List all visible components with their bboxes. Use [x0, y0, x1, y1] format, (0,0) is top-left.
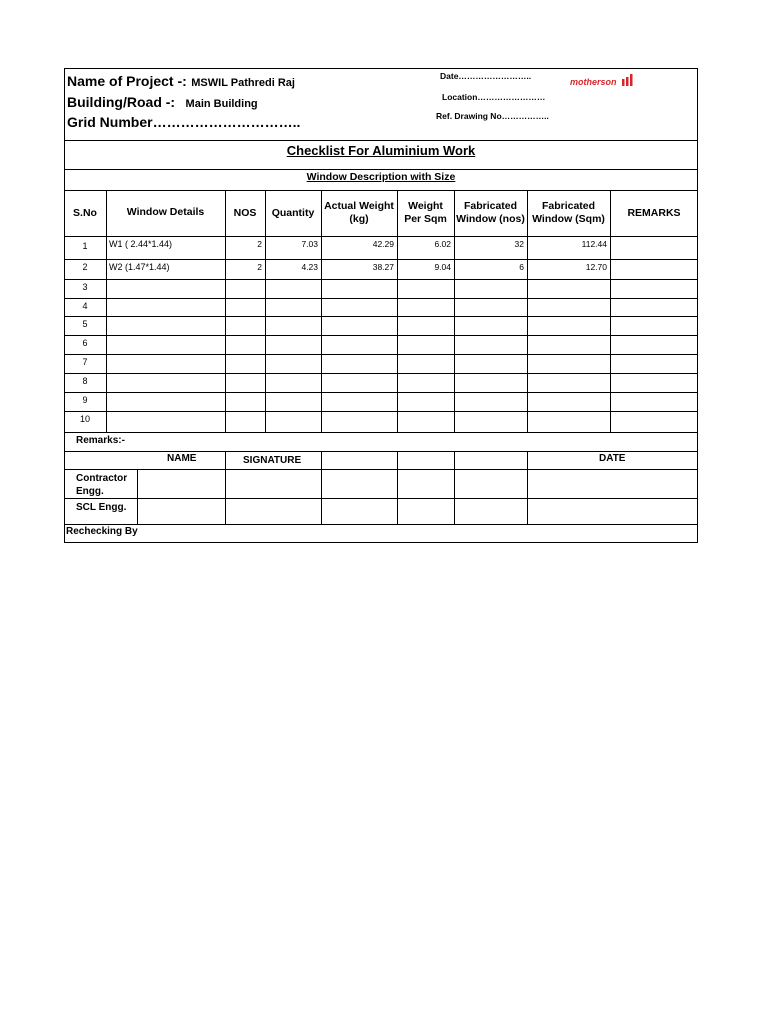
sign-name-header: NAME: [167, 453, 197, 464]
col-weight-per-sqm: Weight Per Sqm: [404, 200, 447, 225]
row-fabricated-nos: 6: [519, 262, 524, 272]
building-label: Building/Road -:: [67, 94, 176, 110]
row-nos: 2: [257, 262, 262, 272]
location-field: Location……………………: [442, 92, 546, 102]
sign-date-header: DATE: [599, 453, 626, 464]
ref-drawing-field: Ref. Drawing No……………..: [436, 111, 549, 121]
sign-signature-header: SIGNATURE: [243, 455, 302, 466]
row-sno: 6: [82, 338, 88, 348]
row-fabricated-sqm: 12.70: [585, 262, 607, 272]
row-actual-weight: 42.29: [372, 239, 394, 249]
col-fabricated-nos: Fabricated Window (nos): [456, 200, 525, 225]
row-sno: 1: [82, 241, 88, 251]
remarks-label: Remarks:-: [76, 435, 125, 446]
building-row: [67, 94, 258, 112]
row-sno: 7: [82, 357, 88, 367]
date-field: Date……………………..: [440, 71, 532, 81]
col-sno: S.No: [73, 207, 97, 219]
project-value: MSWIL Pathredi Raj: [191, 77, 295, 89]
row-fabricated-sqm: 112.44: [581, 239, 607, 249]
contractor-engg-label: Contractor Engg.: [76, 473, 128, 497]
row-sno: 9: [82, 395, 88, 405]
project-row: [67, 73, 295, 91]
table-subtitle: Window Description with Size: [306, 171, 456, 183]
row-weight-per-sqm: 9.04: [434, 262, 451, 272]
row-fabricated-nos: 32: [514, 239, 524, 249]
logo-text: motherson: [570, 77, 617, 87]
col-quantity: Quantity: [271, 207, 315, 219]
col-nos: NOS: [233, 207, 257, 219]
rechecking-by-label: Rechecking By: [66, 526, 138, 537]
row-sno: 4: [82, 301, 88, 311]
row-sno: 5: [82, 319, 88, 329]
row-sno: 3: [82, 282, 88, 292]
scl-engg-label: SCL Engg.: [76, 502, 127, 513]
building-value: Main Building: [185, 98, 258, 110]
logo-bars-icon: [621, 74, 635, 86]
row-actual-weight: 38.27: [372, 262, 394, 272]
col-remarks: REMARKS: [627, 207, 681, 219]
row-quantity: 4.23: [301, 262, 318, 272]
row-window-details: W2 (1.47*1.44): [109, 262, 170, 272]
row-quantity: 7.03: [301, 239, 318, 249]
col-actual-weight: Actual Weight (kg): [324, 200, 394, 225]
company-logo: [570, 72, 635, 90]
row-weight-per-sqm: 6.02: [434, 239, 451, 249]
col-window-details: Window Details: [126, 206, 205, 218]
row-window-details: W1 ( 2.44*1.44): [109, 239, 173, 249]
grid-number-field: Grid Number…………………………..: [67, 114, 301, 130]
row-sno: 8: [82, 376, 88, 386]
project-label: Name of Project -:: [67, 73, 187, 89]
row-nos: 2: [257, 239, 262, 249]
page-title: Checklist For Aluminium Work: [286, 143, 476, 158]
row-sno: 2: [82, 262, 88, 272]
col-fabricated-sqm: Fabricated Window (Sqm): [532, 200, 605, 225]
row-sno: 10: [79, 414, 90, 424]
